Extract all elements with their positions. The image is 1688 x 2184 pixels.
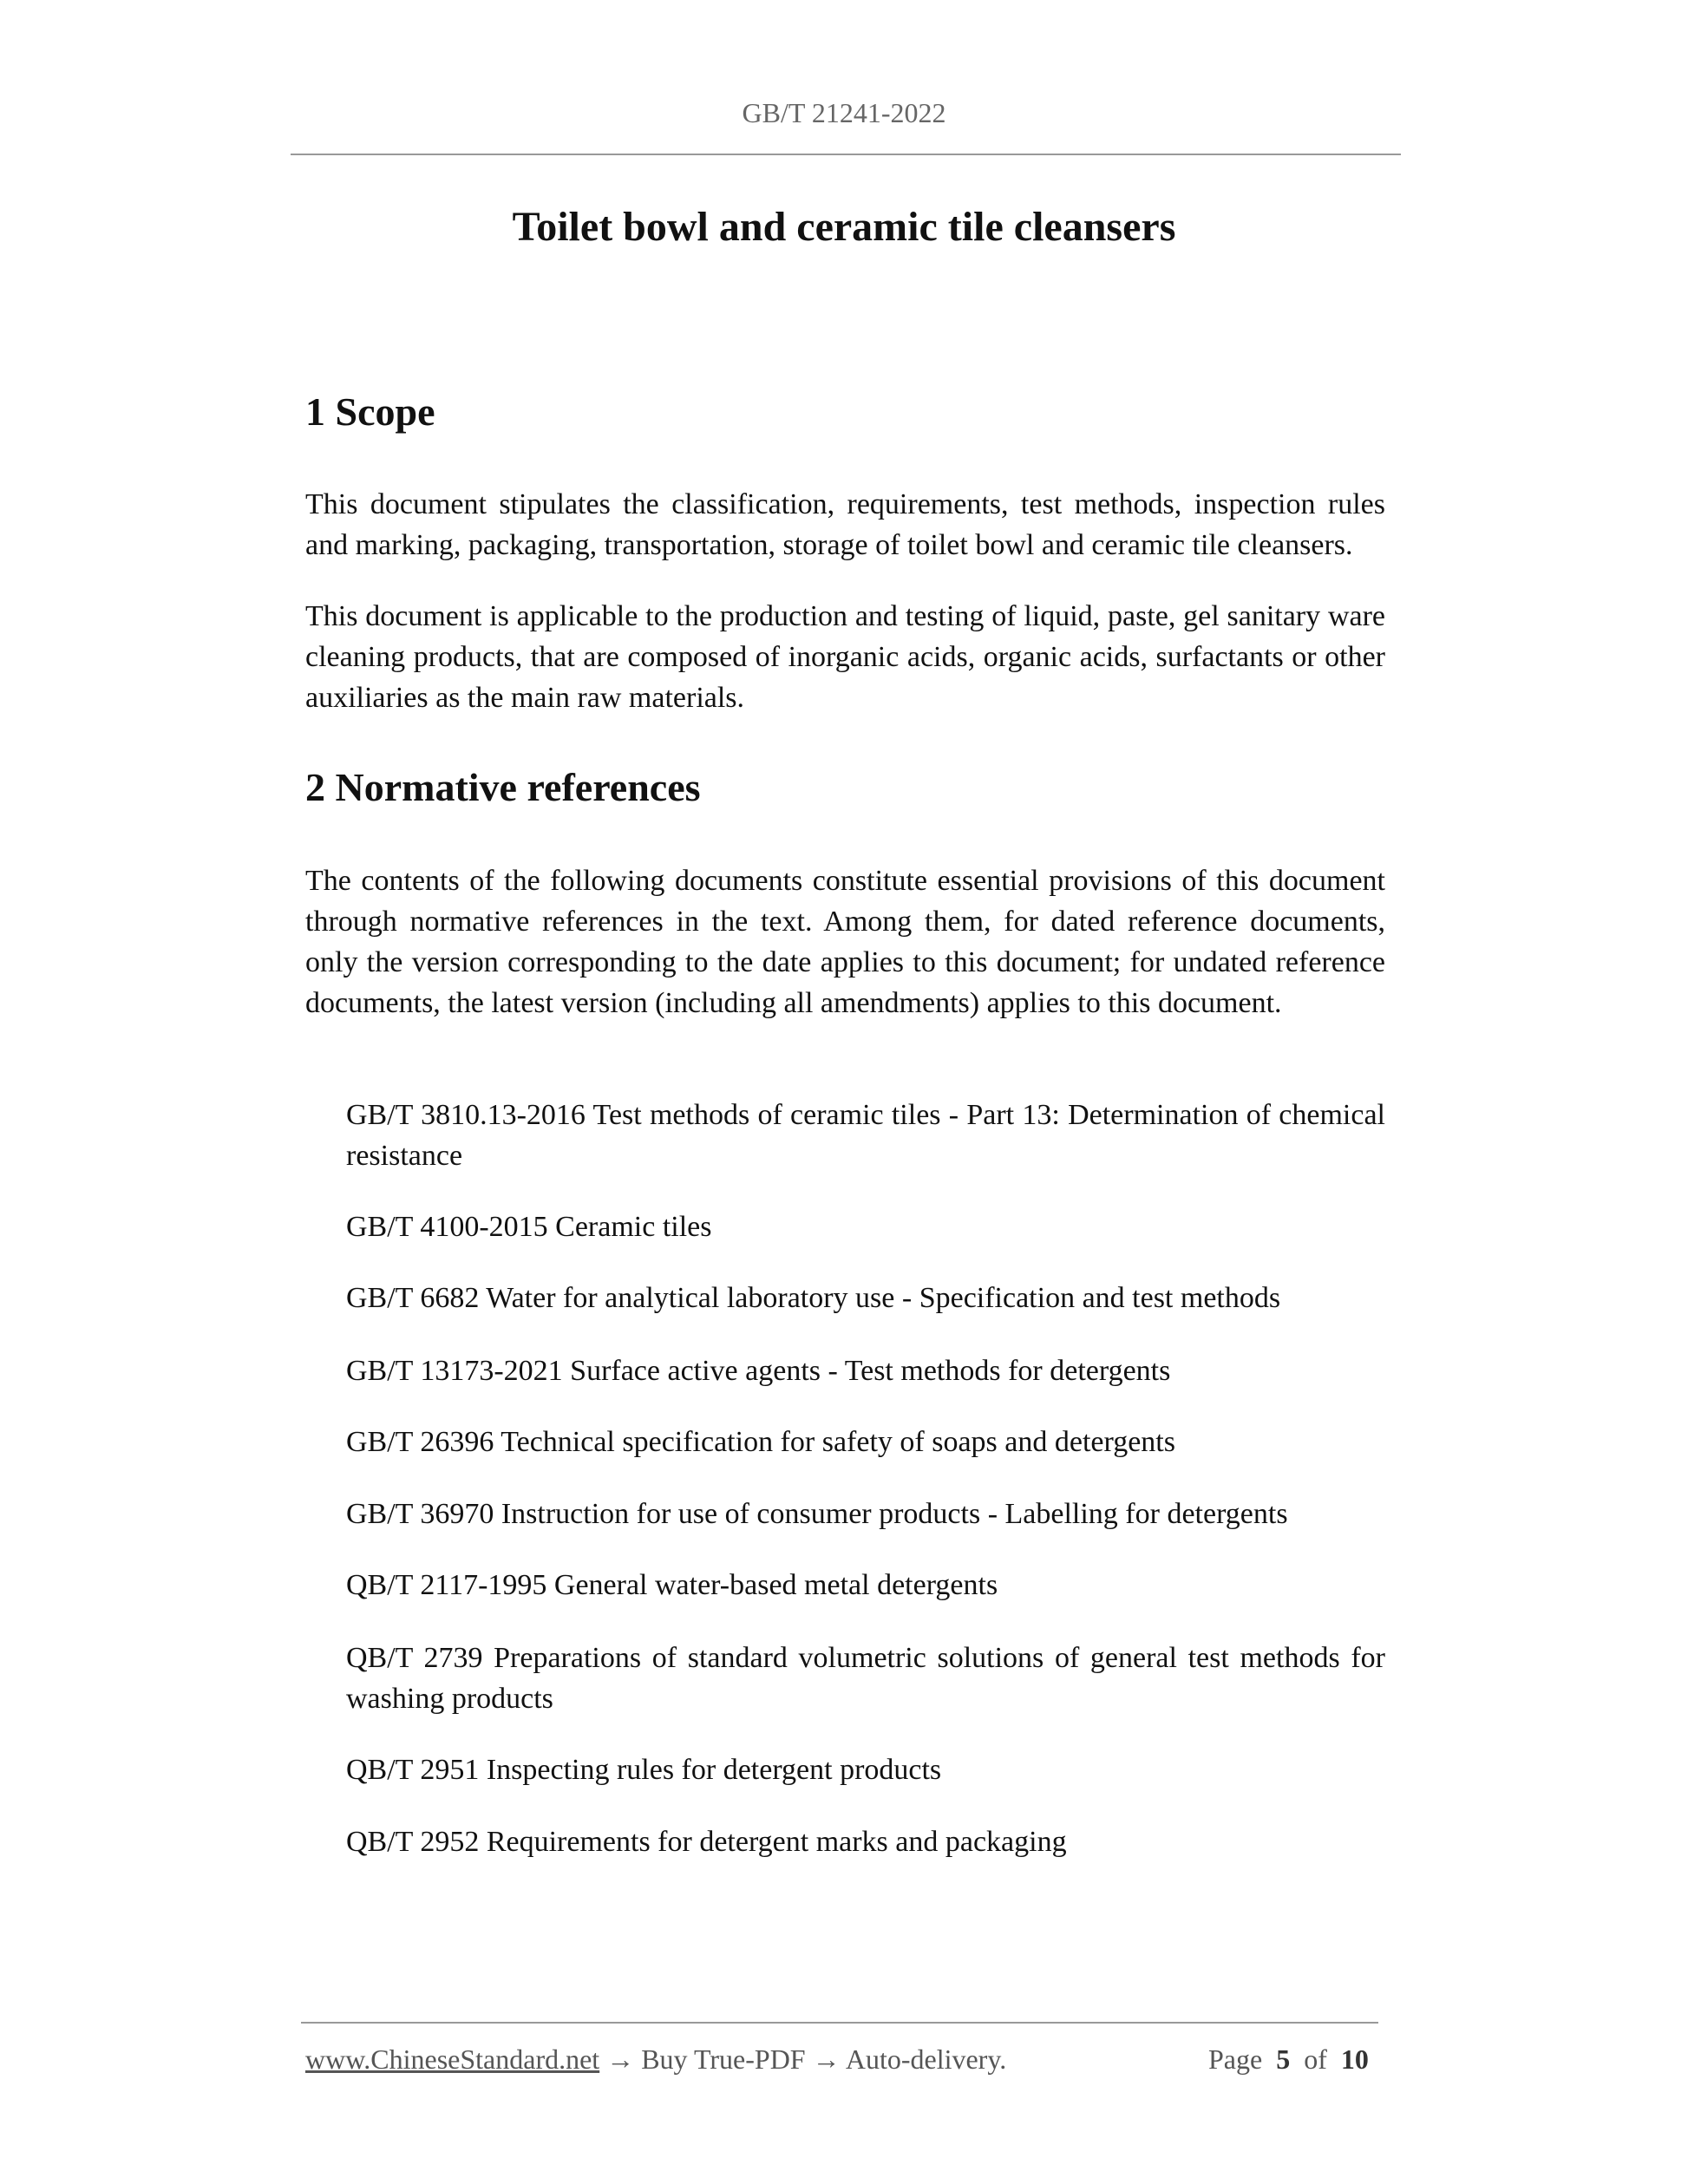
page-label: Page (1208, 2043, 1263, 2075)
website-link[interactable]: www.ChineseStandard.net (305, 2043, 600, 2075)
page-number (1208, 2043, 1369, 2076)
paragraph: This document stipulates the classification, requirements, test methods, inspection rules and marking, packaging, transportation, storage of toilet bowl and ceramic tile cleansers. (305, 488, 1385, 561)
section-heading-scope: 1 Scope (305, 389, 435, 434)
reference-item: GB/T 6682 Water for analytical laboratory use - Specification and test methods (346, 1282, 1281, 1314)
reference-item: QB/T 2739 Preparations of standard volumetric solutions of general test methods for washing products (346, 1642, 1385, 1715)
reference-item: GB/T 26396 Technical specification for safety of soaps and detergents (346, 1426, 1175, 1458)
footer-divider (301, 2022, 1378, 2024)
total-pages: 10 (1340, 2043, 1369, 2075)
paragraph: This document is applicable to the production and testing of liquid, paste, gel sanitary ware cleaning products, that are composed of inorganic acids, organic acids, surfactants or other auxiliaries as the main raw materials. (305, 600, 1385, 714)
section-heading-normative-references: 2 Normative references (305, 765, 701, 809)
document-title: Toilet bowl and ceramic tile cleansers (512, 204, 1176, 250)
reference-item: GB/T 36970 Instruction for use of consumer products - Labelling for detergents (346, 1498, 1288, 1530)
reference-item: QB/T 2951 Inspecting rules for detergent products (346, 1754, 942, 1786)
of-label: of (1304, 2043, 1327, 2075)
reference-item: GB/T 3810.13-2016 Test methods of ceramic tiles - Part 13: Determination of chemical resistance (346, 1099, 1385, 1172)
header-divider (291, 154, 1401, 155)
current-page: 5 (1276, 2043, 1291, 2075)
paragraph: The contents of the following documents constitute essential provisions of this document through normative references in the text. Among them, for dated reference documents, only the version corresponding to the date applies to this document; for undated reference documents, the latest version (including all amendments) applies to this document. (305, 865, 1385, 1019)
reference-item: QB/T 2117-1995 General water-based metal detergents (346, 1569, 998, 1601)
reference-item: GB/T 13173-2021 Surface active agents - Test methods for detergents (346, 1355, 1171, 1387)
footer-promo-text-2: → Auto-delivery. (812, 2043, 1007, 2075)
running-header: GB/T 21241-2022 (742, 97, 946, 128)
footer-promo (305, 2043, 1006, 2076)
reference-item: GB/T 4100-2015 Ceramic tiles (346, 1211, 712, 1243)
footer-promo-text: → Buy True-PDF (599, 2043, 813, 2075)
reference-item: QB/T 2952 Requirements for detergent marks and packaging (346, 1826, 1067, 1858)
